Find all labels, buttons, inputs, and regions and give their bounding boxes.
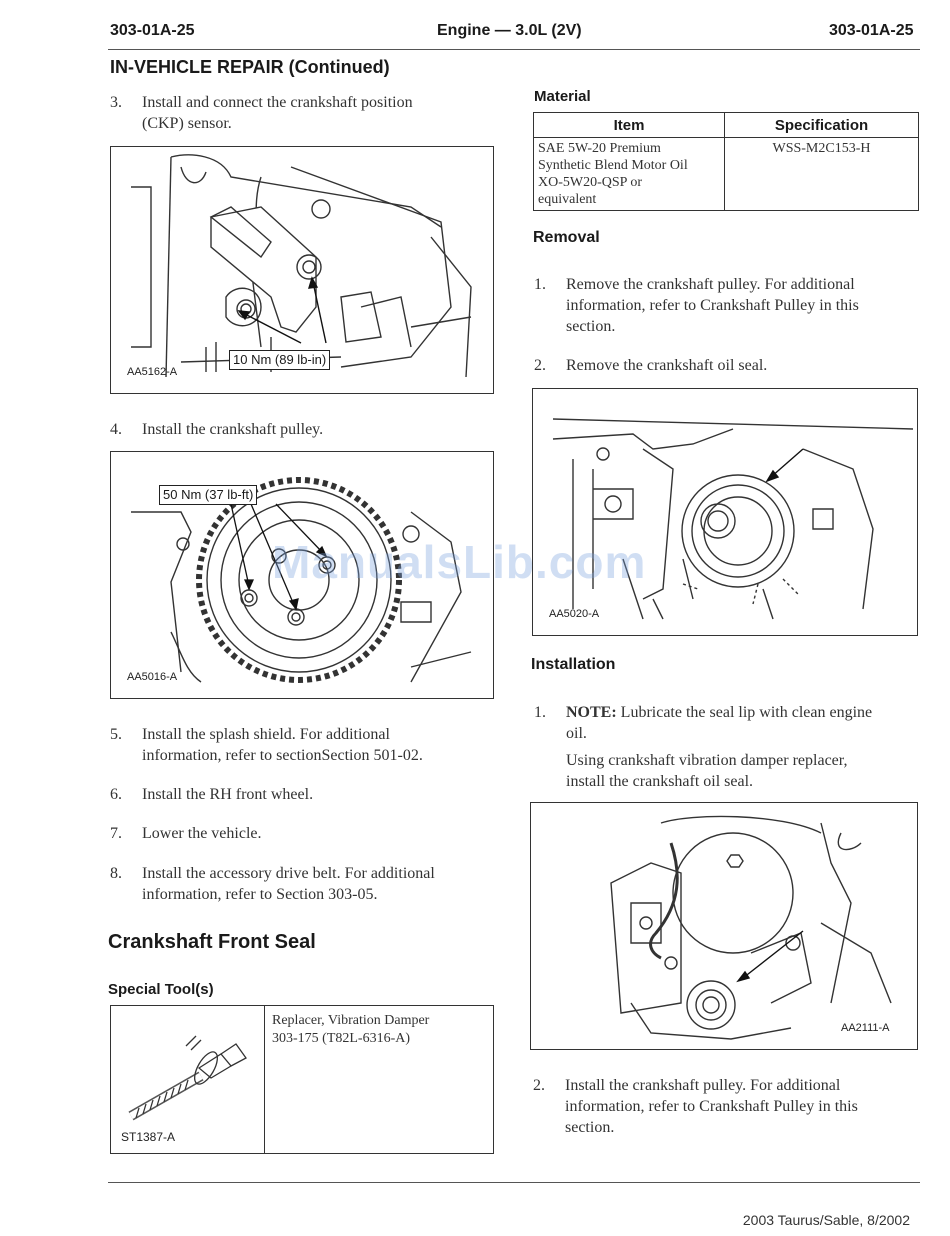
tool-description-line: 303-175 (T82L-6316-A) <box>272 1031 411 1046</box>
step-text-line: Install and connect the crankshaft position <box>142 94 413 111</box>
note-text: Lubricate the seal lip with clean engine <box>616 704 873 721</box>
step-note-line <box>566 702 872 723</box>
step-number: 8. <box>110 865 122 882</box>
column-header-specification: Specification <box>725 113 919 138</box>
torque-callout: 10 Nm (89 lb-in) <box>229 350 330 370</box>
section-title: IN-VEHICLE REPAIR (Continued) <box>110 57 390 77</box>
figure-id: AA5020-A <box>549 608 600 620</box>
seal-install-illustration <box>531 803 917 1049</box>
figure-seal-installation <box>530 802 918 1050</box>
material-spec-cell: WSS-M2C153-H <box>725 138 919 211</box>
material-item-line: Synthetic Blend Motor Oil <box>538 158 688 173</box>
footer-text: 2003 Taurus/Sable, 8/2002 <box>742 1212 910 1228</box>
footer-rule <box>108 1182 920 1183</box>
step-6 <box>110 784 490 806</box>
step-text-line: Install the crankshaft pulley. <box>142 421 324 438</box>
installation-step-1 <box>534 702 920 790</box>
installation-step-2 <box>533 1075 919 1139</box>
step-text-line: oil. <box>566 725 587 742</box>
special-tools-heading: Special Tool(s) <box>108 981 214 998</box>
step-text-line: Remove the crankshaft oil seal. <box>566 357 768 374</box>
step-text-line: Install the RH front wheel. <box>142 786 314 803</box>
step-text-line: Install the crankshaft pulley. For additional <box>565 1077 841 1094</box>
installation-heading: Installation <box>531 656 616 673</box>
material-item-line: SAE 5W-20 Premium <box>538 141 661 156</box>
step-8 <box>110 863 490 907</box>
removal-heading: Removal <box>533 229 600 246</box>
step-text-line: information, refer to Crankshaft Pulley in this <box>565 1098 858 1115</box>
removal-step-1 <box>534 274 920 338</box>
step-7 <box>110 823 490 845</box>
figure-id: AA5162-A <box>127 366 178 378</box>
step-text-line: information, refer to Section 303-05. <box>142 886 378 903</box>
step-number: 3. <box>110 94 122 111</box>
material-table <box>533 112 919 211</box>
step-number: 4. <box>110 421 122 438</box>
step-text-line: install the crankshaft oil seal. <box>566 773 754 790</box>
crankshaft-front-seal-heading: Crankshaft Front Seal <box>108 931 316 953</box>
step-text-line: (CKP) sensor. <box>142 115 232 132</box>
tool-description-line: Replacer, Vibration Damper <box>272 1013 430 1028</box>
step-text-line: Remove the crankshaft pulley. For additional <box>566 276 855 293</box>
step-4 <box>110 419 490 441</box>
figure-id: AA5016-A <box>127 671 178 683</box>
material-item-line: equivalent <box>538 192 597 207</box>
step-3 <box>110 92 490 136</box>
step-number: 1. <box>534 276 546 293</box>
tool-figure-id: ST1387-A <box>121 1130 176 1144</box>
step-text-line: Install the splash shield. For additional <box>142 726 390 743</box>
step-number: 1. <box>534 704 546 721</box>
figure-seal-removal <box>532 388 918 636</box>
step-text-line: information, refer to Crankshaft Pulley in this <box>566 297 859 314</box>
step-number: 2. <box>534 357 546 374</box>
step-text-line: section. <box>565 1119 615 1136</box>
step-number: 2. <box>533 1077 545 1094</box>
step-number: 5. <box>110 726 122 743</box>
header-left-code: 303-01A-25 <box>110 22 195 39</box>
table-divider <box>264 1006 265 1153</box>
header-right-code: 303-01A-25 <box>829 22 914 39</box>
step-5 <box>110 724 490 768</box>
column-header-item: Item <box>534 113 725 138</box>
step-text-line: Lower the vehicle. <box>142 825 262 842</box>
step-number: 7. <box>110 825 122 842</box>
step-text-line: information, refer to sectionSection 501-02. <box>142 747 423 764</box>
special-tool-table <box>110 1005 494 1154</box>
torque-callout: 50 Nm (37 lb-ft) <box>159 485 257 505</box>
material-item-line: XO-5W20-QSP or <box>538 175 643 190</box>
header-title: Engine — 3.0L (2V) <box>437 22 582 39</box>
step-text-line: Using crankshaft vibration damper replacer, <box>566 752 848 769</box>
figure-id: AA2111-A <box>841 1022 890 1034</box>
step-number: 6. <box>110 786 122 803</box>
material-item-cell <box>534 138 725 211</box>
step-text-line: section. <box>566 318 616 335</box>
tool-description <box>272 1012 429 1048</box>
material-heading: Material <box>534 88 591 105</box>
figure-ckp-sensor <box>110 146 494 394</box>
note-label: NOTE: <box>566 704 617 721</box>
removal-step-2 <box>534 355 920 377</box>
watermark: ManualsLib.com <box>272 536 647 588</box>
step-text-line: Install the accessory drive belt. For additional <box>142 865 435 882</box>
seal-removal-illustration <box>533 389 917 635</box>
header-rule <box>108 49 920 50</box>
